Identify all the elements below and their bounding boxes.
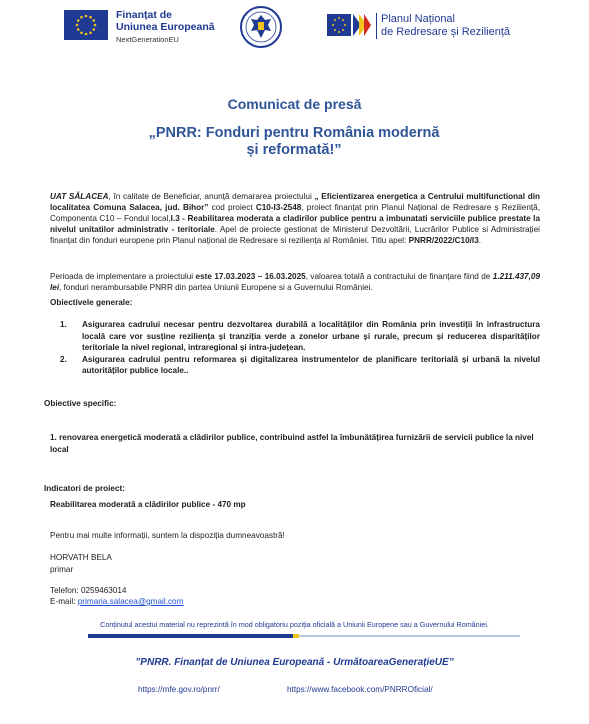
contract-value: 1.211.437,09 lei (50, 272, 540, 292)
intro-text-1: , în calitate de Beneficiar, anunță demararea proiectului (108, 192, 315, 201)
mfe-link[interactable]: https://mfe.gov.ro/pnrr/ (138, 685, 220, 694)
pnrr-line-1: Planul Național (381, 13, 455, 25)
period-text-3: , fonduri nerambursabile PNRR din partea Uniunii Europene si a Guvernului României. (59, 283, 373, 292)
measure-name: I.3 - Reabilitarea moderata a cladirilor publice pentru a imbunatati serviciile publice prestate la nivelul unitatilor administrativ - teritoriale (50, 214, 540, 234)
contact-info-text: Pentru mai multe informații, suntem la dispoziția dumneavoastră! (50, 531, 285, 540)
objectives-list (60, 319, 540, 377)
eu-flag-icon (64, 10, 108, 40)
intro-paragraph (50, 191, 540, 246)
footer-slogan: ”PNRR. Finanțat de Uniunea Europeană - UrmătoareaGenerațieUE” (135, 657, 454, 668)
eu-line-1: Finanțat de (116, 9, 173, 21)
pnrr-label (376, 13, 510, 39)
email-label: E-mail: (50, 597, 78, 606)
eu-line-2: Uniunea Europeană (116, 21, 215, 33)
subtitle-text: „PNRR: Fonduri pentru România modernă și reformată!” (148, 125, 440, 158)
call-title: PNRR/2022/C10/I3 (408, 236, 479, 245)
intro-text-4: . Apel de proiecte gestionat de Ministerul Dezvoltării, Lucrărilor Publice si Administrației finanțat din fonduri europene prin Planul național de Redresare si reziliența al României. Titlu apel: (50, 225, 540, 245)
uat-name: UAT SĂLACEA (50, 192, 109, 201)
phone-number: Telefon: 0259463014 (50, 586, 127, 595)
facebook-link[interactable]: https://www.facebook.com/PNRROficial/ (287, 685, 433, 694)
period-text-1: Perioada de implementare a proiectului (50, 272, 196, 281)
header-logos (0, 0, 589, 60)
intro-text-3: , proiect finanțat prin Planul Național de Redresare ș Reziliență, Componenta C10 – Fondul local, (50, 203, 540, 223)
divider-light-segment (298, 635, 520, 637)
pnrr-line-2: de Redresare și Reziliență (381, 26, 511, 38)
email-line (50, 597, 183, 606)
list-item-text: Asigurarea cadrului pentru reformarea și digitalizarea instrumentelor de planificare teritorială și urbană la nivelul autorităților publice locale.. (82, 354, 540, 375)
list-item-number: 2. (60, 354, 67, 364)
project-code: C10-I3-2548 (255, 203, 302, 212)
period-dates: este 17.03.2023 – 16.03.2025 (195, 272, 306, 281)
period-text-2: , valoarea totală a contractului de finanțare fiind de (305, 272, 493, 281)
list-item (60, 354, 540, 377)
list-item-number: 1. (60, 320, 67, 329)
period-paragraph (50, 271, 540, 293)
romanian-government-seal-icon (240, 4, 282, 50)
indicator-item: Reabilitarea moderată a clădirilor publice - 470 mp (50, 500, 246, 509)
specific-objectives-heading: Obiective specific: (44, 399, 117, 408)
page-subtitle (144, 125, 444, 159)
page-title: Comunicat de presă (227, 96, 362, 112)
signatory-name: HORVATH BELA (50, 553, 112, 562)
intro-text-2: cod proiect (208, 203, 256, 212)
footer-divider (88, 634, 520, 638)
email-link[interactable]: primaria.salacea@gmail.com (77, 597, 184, 606)
intro-text-5: . (478, 236, 482, 245)
divider-yellow-marker (293, 634, 299, 638)
list-item (60, 319, 540, 354)
project-name: „ Eficientizarea energetica a Centrului multifunctional din localitatea Comuna Salacea, jud. Bihor” (50, 192, 540, 212)
list-item-text: Asigurarea cadrului necesar pentru dezvoltarea durabilă a localităților din România prin investiții în infrastructura locală care vor susține reziliența și tranziția verde a zonelor urbane și rurale, precum și reducerea disparităților teritoriale la nivel regional, intraregional și intra-județean. (82, 320, 540, 352)
disclaimer-text: Conținutul acestui material nu reprezintă în mod obligatoriu poziția oficială a Uniunii Europene sau a Guvernului României. (100, 620, 489, 629)
eu-funding-label (116, 9, 215, 46)
pnrr-logo-icon (327, 12, 371, 38)
specific-objective-item: 1. renovarea energetică moderată a clădirilor publice, contribuind astfel la îmbunătățirea furnizării de servicii publice la nivel local (50, 433, 534, 454)
divider-blue-segment (88, 634, 298, 638)
indicators-heading: Indicatori de proiect: (44, 484, 125, 493)
signatory-role: primar (50, 565, 74, 574)
eu-line-3: NextGenerationEU (116, 35, 179, 44)
objectives-heading: Obiectivele generale: (50, 298, 133, 307)
